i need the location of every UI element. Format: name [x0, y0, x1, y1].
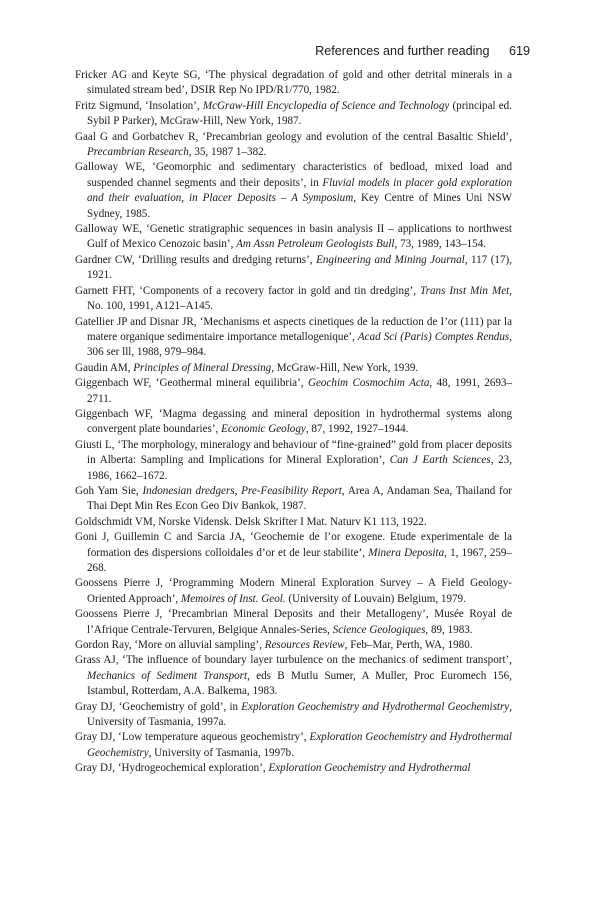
- reference-entry: [75, 730, 512, 761]
- reference-text: Gray DJ, ‘Geochemistry of gold’, in: [75, 700, 242, 713]
- reference-text: Giggenbach WF, ‘Geothermal mineral equilibria’,: [75, 377, 308, 390]
- reference-entry: [75, 222, 512, 253]
- reference-text: Goossens Pierre J, ‘Precambrian Mineral Deposits and their Metallogeny’, Musée Royal de l’Afrique Centrale-Tervuren, Belgique Annales-Series,: [75, 608, 512, 636]
- reference-text: , McGraw-Hill, New York, 1939.: [271, 361, 419, 374]
- reference-entry: [75, 761, 512, 776]
- reference-italic-text: Can J Earth Sciences: [389, 454, 491, 467]
- reference-text: , No. 100, 1991, A121–A145.: [87, 284, 512, 313]
- reference-text: Goldschmidt VM, Norske Vidensk. Delsk Skrifter I Mat. Naturv K1 113, 1922.: [75, 515, 427, 528]
- reference-text: Gardner CW, ‘Drilling results and dredging returns’,: [75, 253, 317, 266]
- reference-text: Gray DJ, ‘Low temperature aqueous geochemistry’,: [75, 731, 310, 744]
- reference-text: , Feb–Mar, Perth, WA, 1980.: [344, 639, 473, 652]
- reference-text: Gordon Ray, ‘More on alluvial sampling’,: [75, 639, 265, 652]
- reference-italic-text: Acad Sci (Paris) Comptes Rendus: [357, 330, 510, 343]
- reference-text: Goni J, Guillemin C and Sarcia JA, ‘Geochemie de l’or exogene. Etude experimentale de la formation des dispersions colloidales d’or et de leur stabilite’,: [75, 531, 512, 559]
- reference-italic-text: Minera Deposita: [368, 546, 445, 559]
- reference-entry: [75, 530, 512, 576]
- reference-text: Galloway WE, ‘Geomorphic and sedimentary characteristics of bedload, mixed load and suspended channel segments and their deposits’, in: [75, 161, 512, 189]
- reference-italic-text: Indonesian dredgers, Pre-Feasibility Report: [142, 484, 342, 497]
- reference-italic-text: Principles of Mineral Dressing: [133, 361, 272, 374]
- reference-entry: [75, 576, 512, 607]
- page-number: 619: [508, 44, 530, 58]
- reference-text: Gray DJ, ‘Hydrogeochemical exploration’,: [75, 762, 269, 775]
- reference-text: , 48, 1991, 2693–2711.: [87, 377, 513, 405]
- reference-entry: [75, 160, 512, 222]
- reference-text: , Area A, Andaman Sea, Thailand for Thai Dept Min Res Econ Geo Div Bankok, 1987.: [87, 484, 512, 513]
- reference-italic-text: Am Assn Petroleum Geologists Bull: [236, 238, 395, 251]
- reference-italic-text: Trans Inst Min Met: [420, 284, 510, 297]
- reference-text: Galloway WE, ‘Genetic stratigraphic sequences in basin analysis II – applications to northwest Gulf of Mexico Cenozoic basin’,: [75, 223, 512, 251]
- reference-text: , 23, 1986, 1662–1672.: [87, 454, 512, 482]
- reference-entry: [75, 607, 512, 638]
- reference-text: , 89, 1983.: [425, 623, 473, 636]
- reference-text: Fricker AG and Keyte SG, ‘The physical degradation of gold and other detrital minerals in a simulated stream bed’, DSIR Rep No IPD/R1/770, 1982.: [75, 69, 512, 97]
- reference-entry: [75, 253, 512, 284]
- reference-text: Gaal G and Gorbatchev R, ‘Precambrian geology and evolution of the central Basaltic Shield’,: [75, 130, 512, 143]
- reference-list: [75, 68, 512, 777]
- reference-entry: [75, 376, 512, 407]
- reference-italic-text: Precambrian Research: [87, 146, 189, 159]
- running-header: [315, 44, 530, 58]
- reference-text: , 117 (17), 1921.: [87, 253, 512, 282]
- reference-text: , 35, 1987 1–382.: [188, 146, 267, 159]
- reference-text: , 73, 1989, 143–154.: [394, 238, 487, 251]
- reference-entry: [75, 284, 512, 315]
- reference-text: , 1, 1967, 259–268.: [87, 546, 513, 574]
- reference-entry: [75, 438, 512, 484]
- reference-italic-text: Exploration Geochemistry and Hydrothermal Geochemistry: [87, 731, 512, 759]
- reference-text: , 306 ser lll, 1988, 979–984.: [87, 330, 512, 359]
- reference-text: , University of Tasmania, 1997a.: [87, 700, 512, 729]
- reference-italic-text: Mechanics of Sediment Transport: [87, 669, 248, 682]
- reference-entry: [75, 68, 512, 99]
- reference-text: Giusti L, ‘The morphology, mineralogy and behaviour of “fine-grained” gold from placer deposits in Alberta: Sampling and Implications for Mineral Exploration’,: [75, 438, 512, 467]
- reference-entry: [75, 407, 512, 438]
- reference-italic-text: Engineering and Mining Journal: [316, 253, 465, 266]
- reference-text: Fritz Sigmund, ‘Insolation’,: [75, 99, 203, 112]
- reference-entry: [75, 515, 512, 530]
- reference-text: , University of Tasmania, 1997b.: [148, 746, 294, 759]
- reference-text: Garnett FHT, ‘Components of a recovery factor in gold and tin dredging’,: [75, 284, 421, 297]
- reference-text: , Key Centre of Mines Uni NSW Sydney, 1985.: [87, 192, 512, 220]
- reference-italic-text: McGraw-Hill Encyclopedia of Science and Technology: [202, 99, 450, 112]
- reference-italic-text: Exploration Geochemistry and Hydrothermal: [268, 762, 471, 775]
- reference-italic-text: Economic Geology: [221, 423, 306, 436]
- section-title: References and further reading: [315, 44, 490, 58]
- reference-italic-text: Fluvial models in placer gold exploration and their evaluation, in Placer Deposits – A Symposium: [87, 176, 512, 205]
- reference-italic-text: Memoires of Inst. Geol.: [180, 592, 286, 605]
- reference-italic-text: Resources Review: [264, 639, 345, 652]
- reference-italic-text: Geochim Cosmochim Acta: [307, 377, 430, 390]
- reference-text: Giggenbach WF, ‘Magma degassing and mineral deposition in hydrothermal systems along convergent plate boundaries’,: [75, 407, 512, 436]
- reference-italic-text: Exploration Geochemistry and Hydrothermal Geochemistry: [241, 700, 510, 713]
- reference-text: Goossens Pierre J, ‘Programming Modern Mineral Exploration Survey – A Field Geology-Oriented Approach’,: [75, 577, 512, 605]
- reference-entry: [75, 484, 512, 515]
- reference-text: , 87, 1992, 1927–1944.: [305, 423, 409, 436]
- reference-entry: [75, 315, 512, 361]
- reference-entry: [75, 700, 512, 731]
- reference-text: Gatellier JP and Disnar JR, ‘Mechanisms et aspects cinetiques de la reduction de I’or (111) par la matere organique sedimentaire importance metallogenique’,: [75, 315, 512, 343]
- reference-entry: [75, 99, 512, 130]
- reference-text: Grass AJ, ‘The influence of boundary layer turbulence on the mechanics of sediment transport’,: [75, 654, 512, 667]
- reference-text: , eds B Mutlu Sumer, A Muller, Proc Euromech 156, Istambul, Rotterdam, A.A. Balkema, 1983.: [87, 669, 512, 698]
- reference-text: Gaudin AM,: [75, 361, 134, 374]
- reference-italic-text: Science Geologiques: [332, 623, 426, 636]
- reference-text: (University of Louvain) Belgium, 1979.: [285, 592, 466, 605]
- reference-entry: [75, 130, 512, 161]
- reference-text: (principal ed. Sybil P Parker), McGraw-Hill, New York, 1987.: [87, 99, 512, 128]
- reference-entry: [75, 638, 512, 653]
- reference-entry: [75, 653, 512, 699]
- reference-entry: [75, 361, 512, 376]
- reference-text: Goh Yam Sie,: [75, 484, 143, 497]
